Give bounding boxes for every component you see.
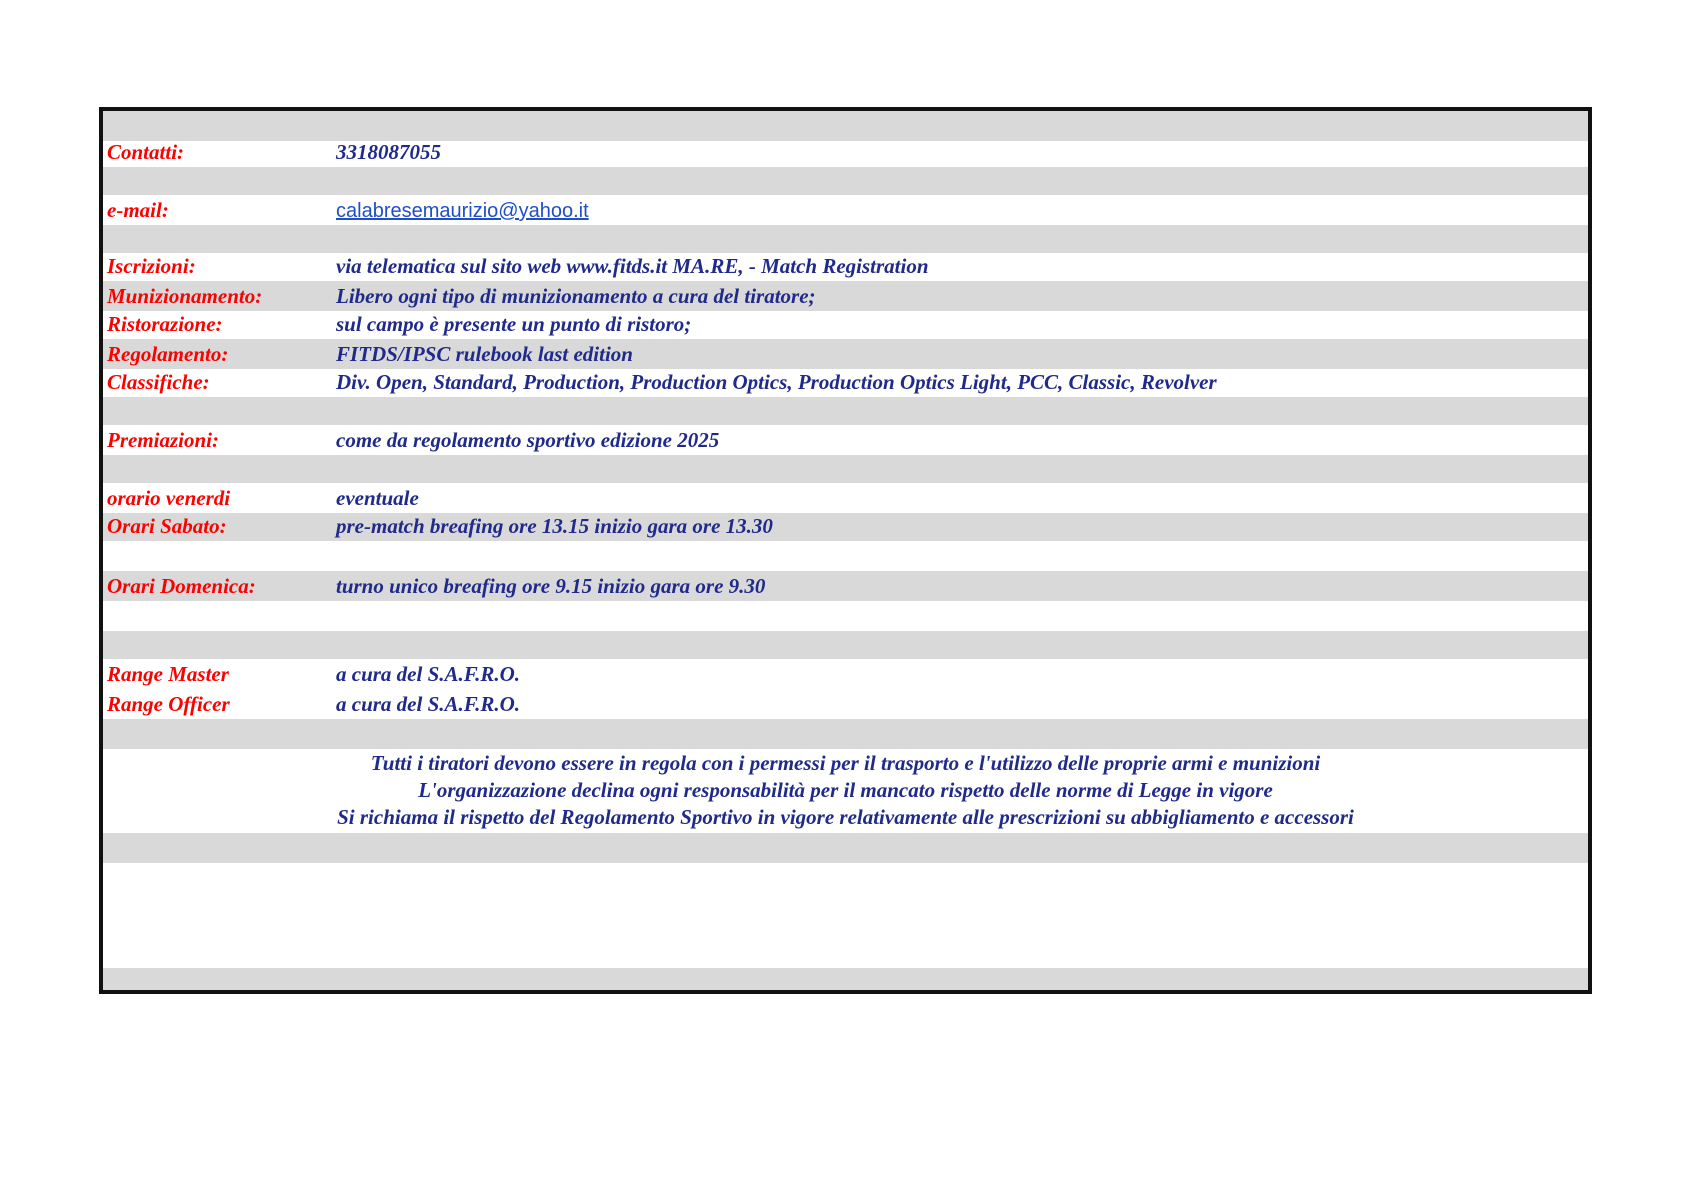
range-master-label: Range Master — [107, 662, 229, 686]
row-orari-domenica — [103, 571, 1588, 601]
munizionamento-label: Munizionamento: — [107, 284, 263, 308]
orari-sabato-value: pre-match breafing ore 13.15 inizio gara ore 13.30 — [336, 514, 773, 538]
row-email — [103, 195, 1588, 225]
orari-sabato-label: Orari Sabato: — [107, 514, 227, 538]
range-officer-label: Range Officer — [107, 692, 230, 716]
ristorazione-value: sul campo è presente un punto di ristoro; — [336, 312, 692, 336]
regolamento-label: Regolamento: — [107, 342, 229, 366]
email-link[interactable]: calabresemaurizio@yahoo.it — [336, 200, 589, 222]
row-range-master — [103, 659, 1588, 689]
row-contatti — [103, 141, 1588, 167]
spacer-row — [103, 541, 1588, 571]
email-label: e-mail: — [107, 198, 169, 222]
spacer-row — [103, 968, 1588, 990]
premiazioni-value: come da regolamento sportivo edizione 2025 — [336, 428, 720, 452]
row-orari-sabato — [103, 513, 1588, 541]
spacer-row — [103, 225, 1588, 253]
spacer-row — [103, 111, 1588, 141]
spacer-row — [103, 167, 1588, 195]
row-ristorazione — [103, 311, 1588, 339]
row-orario-venerdi — [103, 483, 1588, 513]
notice-line-2: L'organizzazione declina ogni responsabilità per il mancato rispetto delle norme di Legge in vigore — [418, 778, 1273, 802]
notice-line-3: Si richiama il rispetto del Regolamento Sportivo in vigore relativamente alle prescrizioni su abbigliamento e accessori — [337, 805, 1354, 829]
iscrizioni-label: Iscrizioni: — [107, 254, 196, 278]
row-range-officer — [103, 689, 1588, 719]
regolamento-value: FITDS/IPSC rulebook last edition — [336, 342, 633, 366]
row-iscrizioni — [103, 253, 1588, 281]
classifiche-value: Div. Open, Standard, Production, Production Optics, Production Optics Light, PCC, Classic, Revolver — [336, 370, 1217, 394]
spacer-row — [103, 455, 1588, 483]
range-officer-value: a cura del S.A.F.R.O. — [336, 692, 520, 716]
classifiche-label: Classifiche: — [107, 370, 210, 394]
spacer-row — [103, 397, 1588, 425]
spacer-row — [103, 601, 1588, 631]
contatti-label: Contatti: — [107, 140, 185, 164]
orario-venerdi-label: orario venerdi — [107, 486, 231, 510]
row-regolamento — [103, 339, 1588, 369]
info-table — [99, 107, 1592, 994]
orari-domenica-label: Orari Domenica: — [107, 574, 256, 598]
spacer-row — [103, 631, 1588, 659]
row-classifiche — [103, 369, 1588, 397]
iscrizioni-value: via telematica sul sito web www.fitds.it MA.RE, - Match Registration — [336, 254, 929, 278]
spacer-row — [103, 719, 1588, 749]
premiazioni-label: Premiazioni: — [107, 428, 220, 452]
orario-venerdi-value: eventuale — [336, 486, 419, 510]
spacer-row — [103, 833, 1588, 863]
row-premiazioni — [103, 425, 1588, 455]
munizionamento-value: Libero ogni tipo di munizionamento a cura del tiratore; — [336, 284, 816, 308]
notice-line-1: Tutti i tiratori devono essere in regola con i permessi per il trasporto e l'utilizzo delle proprie armi e munizioni — [370, 751, 1321, 775]
contatti-value: 3318087055 — [336, 140, 441, 164]
orari-domenica-value: turno unico breafing ore 9.15 inizio gara ore 9.30 — [336, 574, 766, 598]
ristorazione-label: Ristorazione: — [107, 312, 223, 336]
row-munizionamento — [103, 281, 1588, 311]
range-master-value: a cura del S.A.F.R.O. — [336, 662, 520, 686]
